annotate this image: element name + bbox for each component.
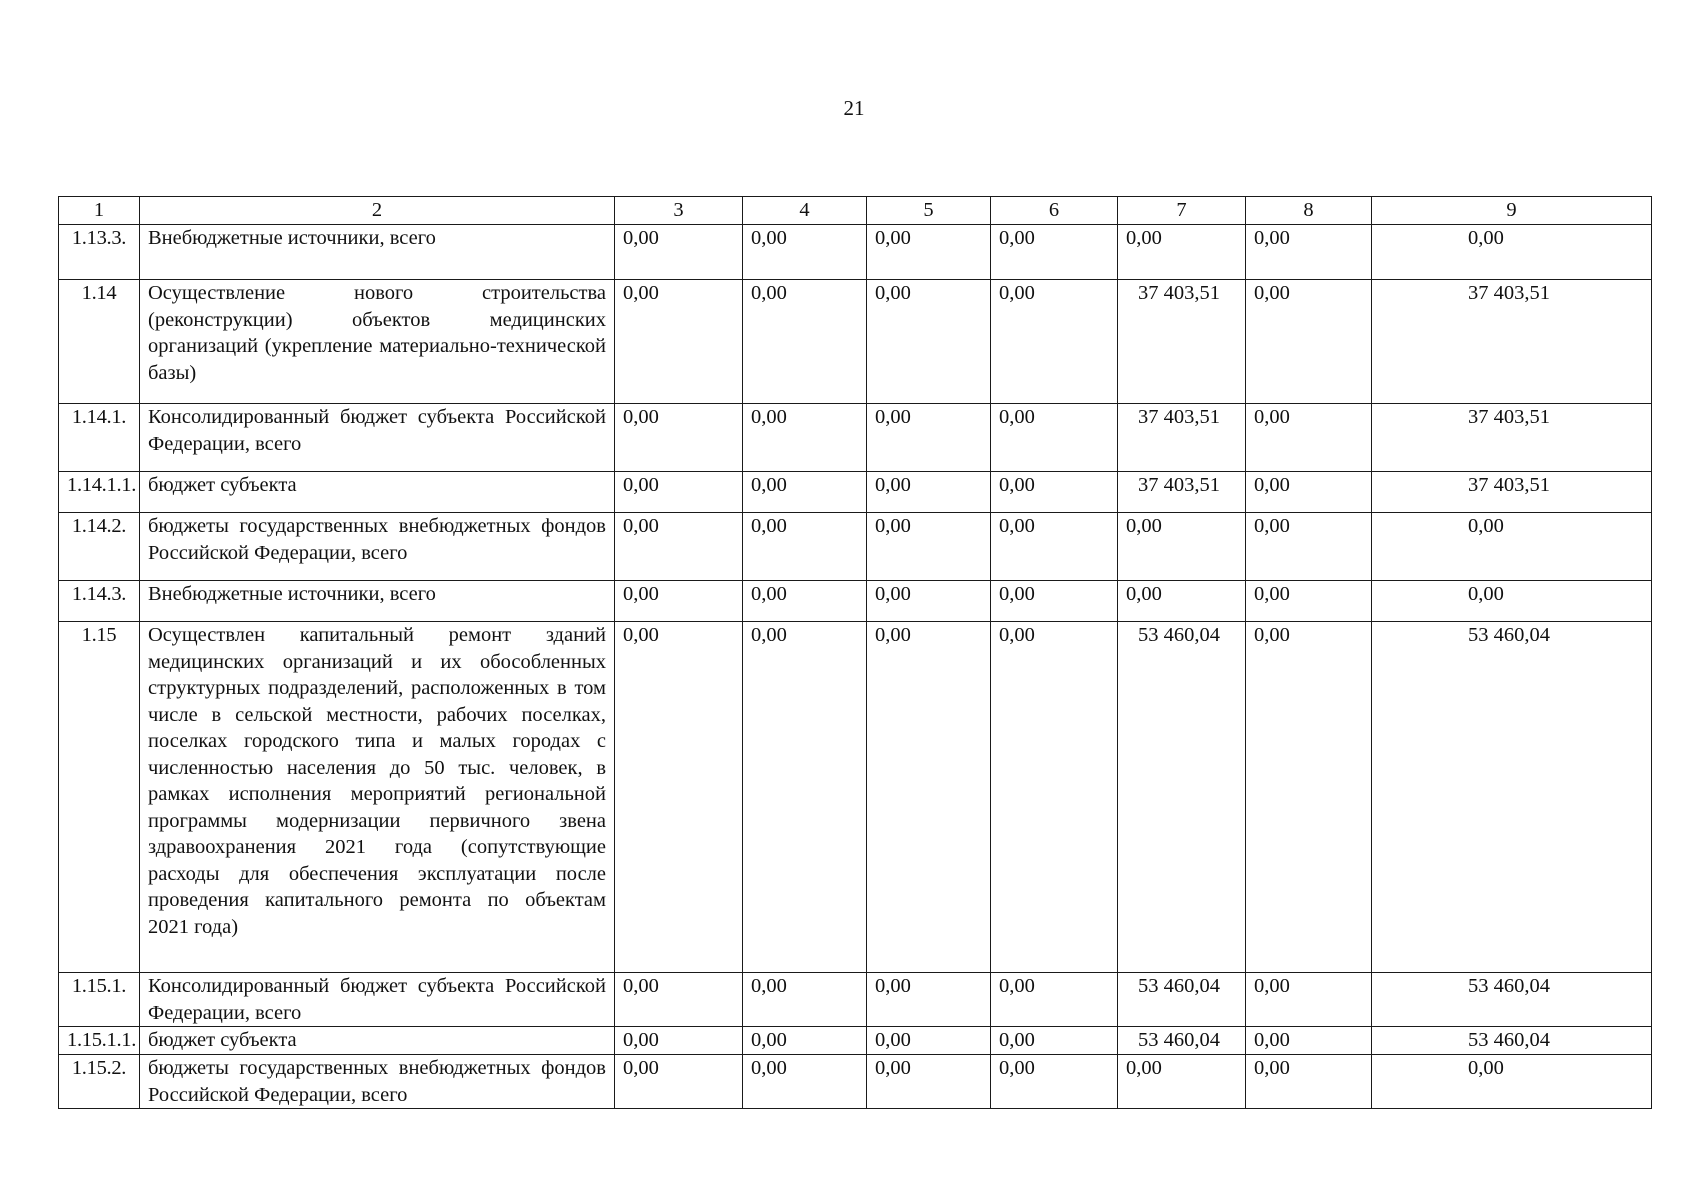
row-value: 0,00	[867, 513, 991, 581]
column-header: 5	[867, 197, 991, 225]
row-value: 0,00	[991, 280, 1118, 404]
row-value: 0,00	[1372, 1055, 1652, 1109]
table-row	[59, 973, 1652, 1027]
table-row	[59, 280, 1652, 404]
row-value: 0,00	[615, 622, 743, 973]
row-value: 0,00	[1246, 513, 1372, 581]
row-value: 0,00	[615, 1055, 743, 1109]
column-header: 9	[1372, 197, 1652, 225]
row-value: 0,00	[1118, 513, 1246, 581]
row-value: 0,00	[743, 280, 867, 404]
row-value: 0,00	[615, 1027, 743, 1055]
budget-table	[58, 196, 1652, 1109]
row-value: 0,00	[991, 581, 1118, 622]
column-header: 1	[59, 197, 140, 225]
column-header: 2	[140, 197, 615, 225]
row-value: 0,00	[1246, 1055, 1372, 1109]
row-number: 1.14	[59, 280, 140, 404]
row-value: 0,00	[743, 581, 867, 622]
row-name: Консолидированный бюджет субъекта Российской Федерации, всего	[140, 404, 615, 472]
row-value: 0,00	[867, 472, 991, 513]
row-number: 1.15.1.	[59, 973, 140, 1027]
row-value: 0,00	[867, 1055, 991, 1109]
row-number: 1.15.2.	[59, 1055, 140, 1109]
row-value: 53 460,04	[1372, 622, 1652, 973]
row-name: Осуществлен капитальный ремонт зданий медицинских организаций и их обособленных структурных подразделений, расположенных в том числе в сельской местности, рабочих поселках, поселках городского типа и малых городах с численностью населения до 50 тыс. человек, в рамках исполнения мероприятий региональной программы модернизации первичного звена здравоохранения 2021 года (сопутствующие расходы для обеспечения эксплуатации после проведения капитального ремонта по объектам 2021 года)	[140, 622, 615, 973]
row-value: 0,00	[1118, 581, 1246, 622]
row-value: 0,00	[615, 280, 743, 404]
row-value: 37 403,51	[1372, 404, 1652, 472]
row-value: 0,00	[867, 1027, 991, 1055]
row-value: 0,00	[991, 472, 1118, 513]
row-value: 0,00	[615, 404, 743, 472]
row-value: 0,00	[1118, 225, 1246, 280]
row-number: 1.14.1.1.	[59, 472, 140, 513]
page-number: 21	[843, 96, 865, 120]
row-name: бюджет субъекта	[140, 472, 615, 513]
table-row	[59, 581, 1652, 622]
column-header: 6	[991, 197, 1118, 225]
row-value: 0,00	[867, 225, 991, 280]
row-value: 0,00	[743, 622, 867, 973]
row-value: 0,00	[991, 1027, 1118, 1055]
table-row	[59, 513, 1652, 581]
column-header: 8	[1246, 197, 1372, 225]
row-value: 37 403,51	[1118, 404, 1246, 472]
row-value: 0,00	[1246, 973, 1372, 1027]
row-value: 0,00	[867, 973, 991, 1027]
row-value: 0,00	[991, 513, 1118, 581]
row-number: 1.14.3.	[59, 581, 140, 622]
row-value: 37 403,51	[1372, 472, 1652, 513]
table-row	[59, 1027, 1652, 1055]
row-value: 0,00	[867, 280, 991, 404]
row-value: 0,00	[991, 973, 1118, 1027]
row-number: 1.15	[59, 622, 140, 973]
table-row	[59, 404, 1652, 472]
row-value: 0,00	[615, 581, 743, 622]
row-value: 37 403,51	[1118, 472, 1246, 513]
row-value: 53 460,04	[1118, 1027, 1246, 1055]
row-value: 37 403,51	[1372, 280, 1652, 404]
row-value: 0,00	[1246, 225, 1372, 280]
row-value: 0,00	[743, 404, 867, 472]
row-value: 0,00	[1246, 404, 1372, 472]
row-value: 0,00	[1118, 1055, 1246, 1109]
row-value: 0,00	[743, 973, 867, 1027]
row-value: 53 460,04	[1118, 973, 1246, 1027]
row-value: 0,00	[991, 1055, 1118, 1109]
row-name: Внебюджетные источники, всего	[140, 581, 615, 622]
table-row	[59, 622, 1652, 973]
row-number: 1.14.1.	[59, 404, 140, 472]
column-header: 7	[1118, 197, 1246, 225]
row-value: 0,00	[615, 472, 743, 513]
row-value: 0,00	[1372, 225, 1652, 280]
row-value: 0,00	[615, 225, 743, 280]
row-value: 53 460,04	[1372, 1027, 1652, 1055]
header-row	[59, 197, 1652, 225]
row-value: 0,00	[1246, 1027, 1372, 1055]
row-value: 0,00	[991, 225, 1118, 280]
row-value: 0,00	[743, 472, 867, 513]
row-name: бюджеты государственных внебюджетных фондов Российской Федерации, всего	[140, 513, 615, 581]
column-header: 3	[615, 197, 743, 225]
row-value: 0,00	[1246, 622, 1372, 973]
row-value: 0,00	[867, 581, 991, 622]
row-value: 0,00	[991, 622, 1118, 973]
row-value: 0,00	[867, 404, 991, 472]
row-value: 0,00	[743, 513, 867, 581]
row-name: бюджеты государственных внебюджетных фондов Российской Федерации, всего	[140, 1055, 615, 1109]
row-number: 1.14.2.	[59, 513, 140, 581]
row-value: 0,00	[743, 1027, 867, 1055]
row-name: Осуществление нового строительства (реконструкции) объектов медицинских организаций (укрепление материально-технической базы)	[140, 280, 615, 404]
row-value: 0,00	[743, 225, 867, 280]
table-row	[59, 225, 1652, 280]
row-value: 0,00	[991, 404, 1118, 472]
row-value: 0,00	[1246, 581, 1372, 622]
row-value: 0,00	[615, 973, 743, 1027]
row-value: 0,00	[615, 513, 743, 581]
row-value: 53 460,04	[1118, 622, 1246, 973]
table-row	[59, 1055, 1652, 1109]
row-value: 0,00	[1246, 472, 1372, 513]
table-row	[59, 472, 1652, 513]
row-number: 1.15.1.1.	[59, 1027, 140, 1055]
column-header: 4	[743, 197, 867, 225]
row-value: 0,00	[743, 1055, 867, 1109]
row-value: 0,00	[1372, 513, 1652, 581]
row-name: Консолидированный бюджет субъекта Российской Федерации, всего	[140, 973, 615, 1027]
row-value: 37 403,51	[1118, 280, 1246, 404]
row-name: Внебюджетные источники, всего	[140, 225, 615, 280]
row-value: 0,00	[1246, 280, 1372, 404]
row-value: 0,00	[1372, 581, 1652, 622]
row-value: 53 460,04	[1372, 973, 1652, 1027]
row-name: бюджет субъекта	[140, 1027, 615, 1055]
row-value: 0,00	[867, 622, 991, 973]
row-number: 1.13.3.	[59, 225, 140, 280]
